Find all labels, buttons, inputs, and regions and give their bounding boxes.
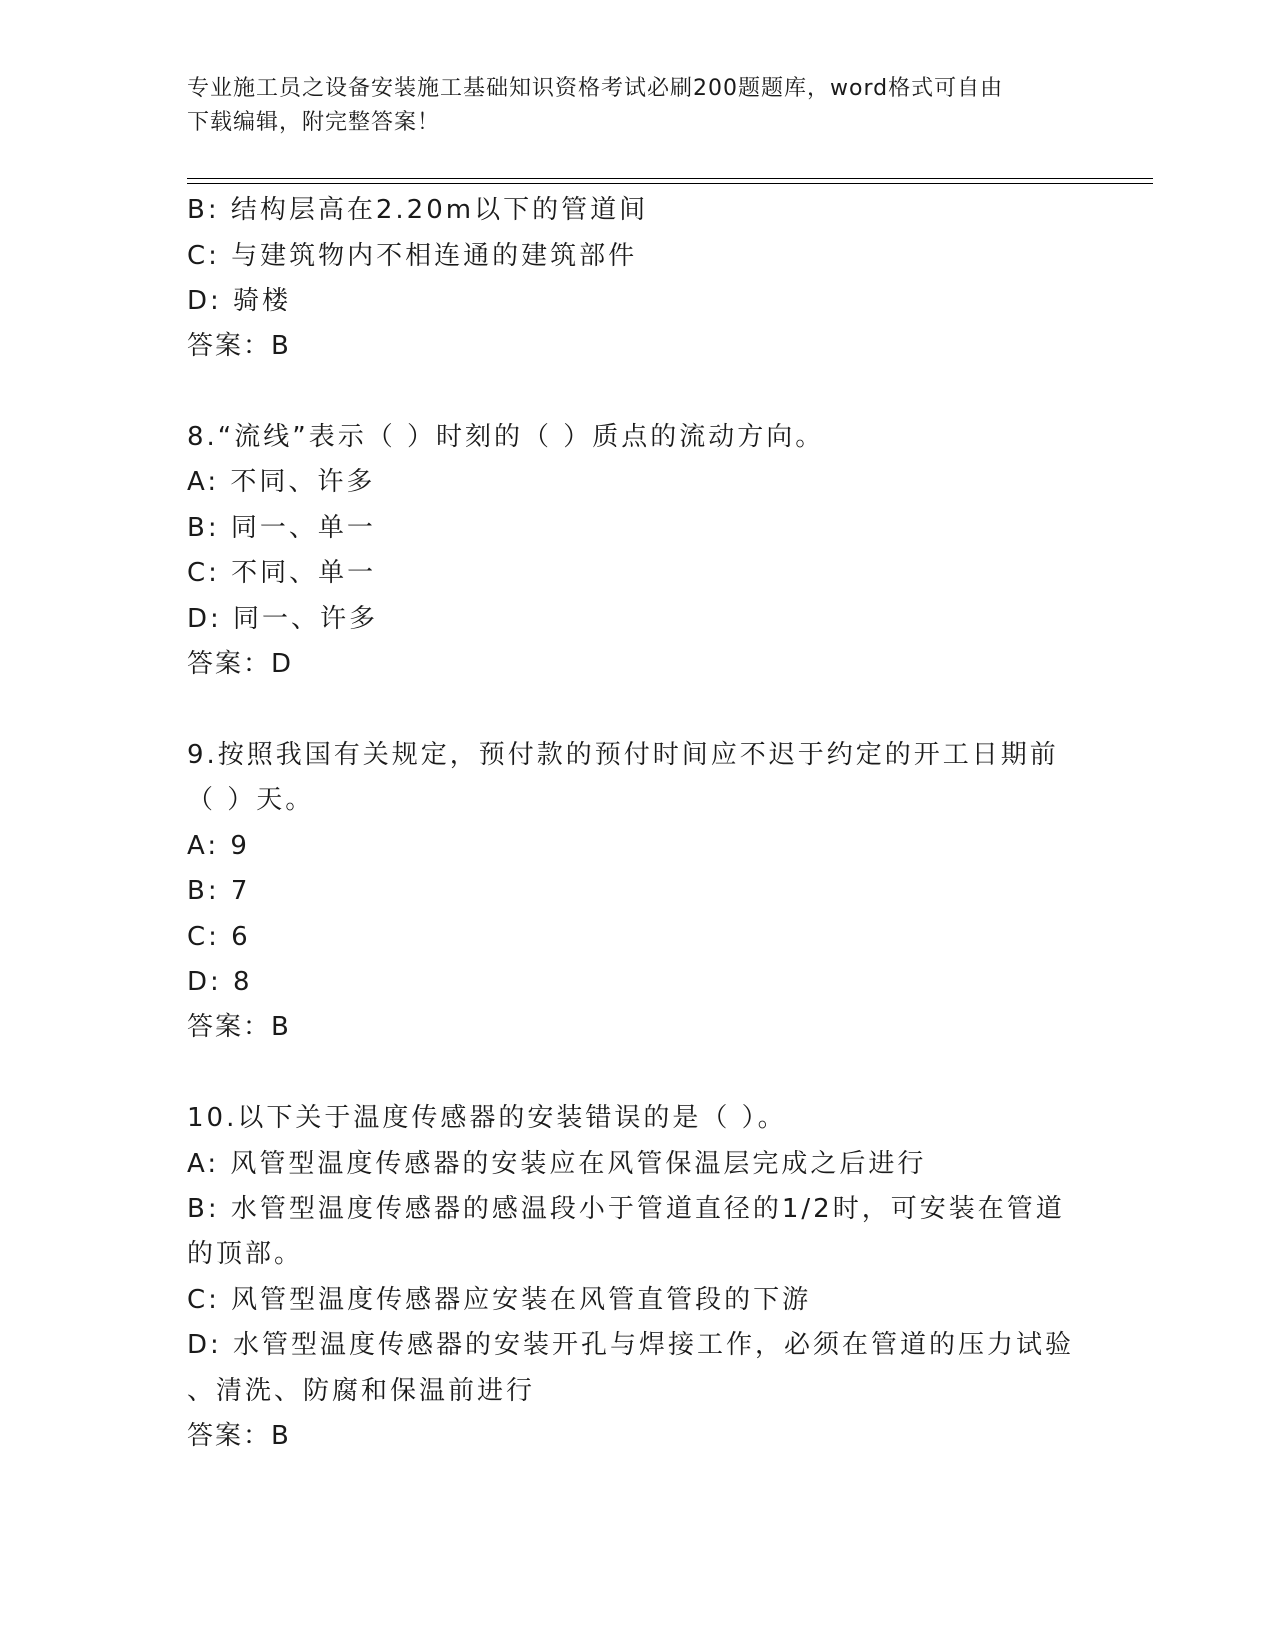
q10-stem: 10.以下关于温度传感器的安装错误的是（ ）。 bbox=[187, 1103, 787, 1133]
q7-option-c: C: 与建筑物内不相连通的建筑部件 bbox=[187, 241, 638, 271]
q7-answer: 答案：B bbox=[187, 331, 291, 361]
q8-option-c: C: 不同、单一 bbox=[187, 558, 377, 588]
document-header bbox=[187, 72, 1087, 140]
q8-stem: 8.“流线”表示（ ）时刻的（ ）质点的流动方向。 bbox=[187, 422, 825, 452]
q9-stem-line-2: （ ）天。 bbox=[187, 785, 315, 815]
q8-option-a: A: 不同、许多 bbox=[187, 467, 376, 497]
header-line-1: 专业施工员之设备安装施工基础知识资格考试必刷200题题库，word格式可自由 bbox=[187, 76, 1004, 101]
q10-option-a: A: 风管型温度传感器的安装应在风管保温层完成之后进行 bbox=[187, 1149, 927, 1179]
q8-option-b: B: 同一、单一 bbox=[187, 513, 376, 543]
q10-option-c: C: 风管型温度传感器应安装在风管直管段的下游 bbox=[187, 1285, 812, 1315]
q10-answer: 答案：B bbox=[187, 1421, 291, 1451]
q8-option-d: D: 同一、许多 bbox=[187, 604, 379, 634]
q10-option-b-line-2: 的顶部。 bbox=[187, 1239, 304, 1269]
q9-option-b: B: 7 bbox=[187, 876, 251, 906]
q10-option-d-line-2: 、清洗、防腐和保温前进行 bbox=[187, 1376, 536, 1406]
q10-option-b-line-1: B: 水管型温度传感器的感温段小于管道直径的1/2时，可安装在管道 bbox=[187, 1194, 1065, 1224]
header-divider-top bbox=[187, 178, 1153, 179]
q9-option-d: D: 8 bbox=[187, 967, 253, 997]
q9-stem-line-1: 9.按照我国有关规定，预付款的预付时间应不迟于约定的开工日期前 bbox=[187, 740, 1059, 770]
q9-answer: 答案：B bbox=[187, 1012, 291, 1042]
header-line-2: 下载编辑，附完整答案！ bbox=[187, 110, 441, 135]
header-divider-bottom bbox=[187, 183, 1153, 184]
q7-option-b: B: 结构层高在2.20m以下的管道间 bbox=[187, 195, 649, 225]
q7-option-d: D: 骑楼 bbox=[187, 286, 292, 316]
q10-option-d-line-1: D: 水管型温度传感器的安装开孔与焊接工作，必须在管道的压力试验 bbox=[187, 1330, 1075, 1360]
q8-answer: 答案：D bbox=[187, 649, 294, 679]
q9-option-c: C: 6 bbox=[187, 922, 251, 952]
q9-option-a: A: 9 bbox=[187, 831, 250, 861]
